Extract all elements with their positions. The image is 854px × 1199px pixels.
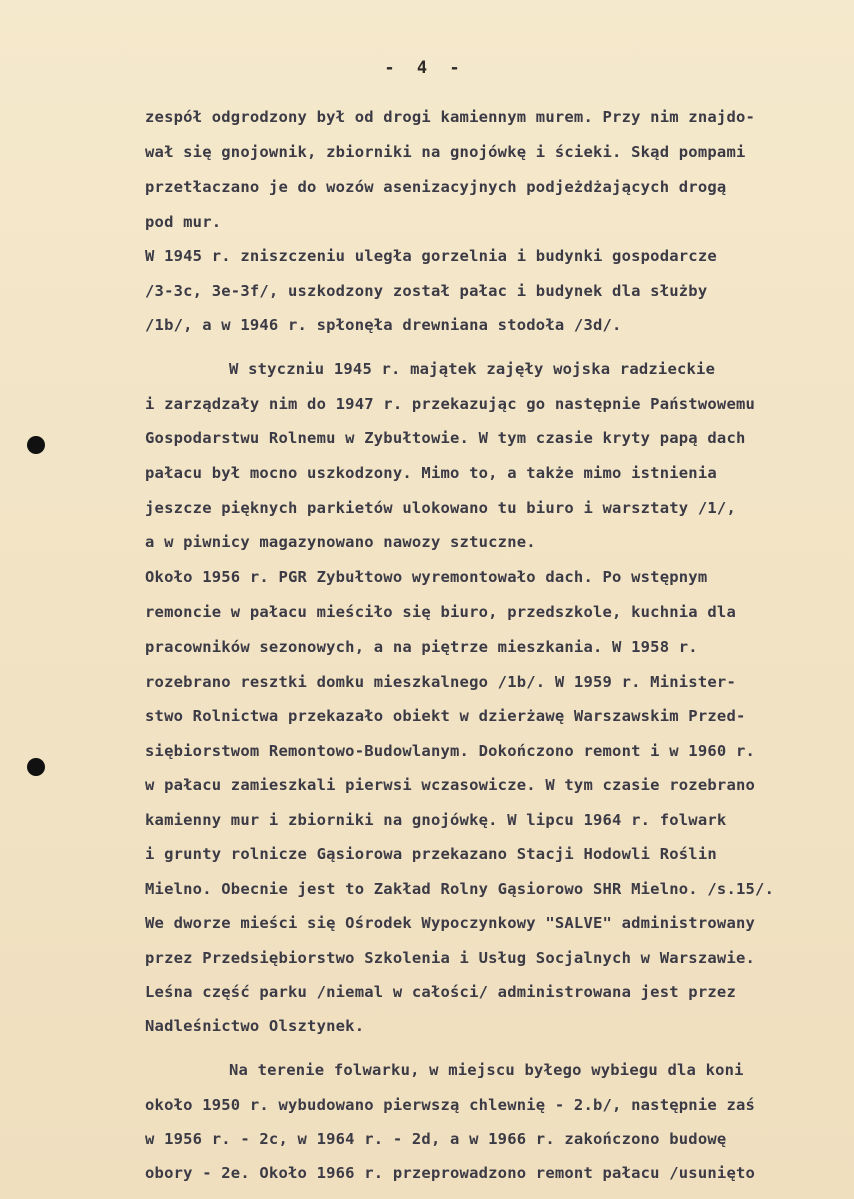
page-number: - 4 -	[384, 58, 466, 78]
binder-hole	[27, 436, 45, 454]
text-line: w 1956 r. - 2c, w 1964 r. - 2d, a w 1966 r. zakończono budowę	[145, 1130, 727, 1148]
text-line: kamienny mur i zbiorniki na gnojówkę. W lipcu 1964 r. folwark	[145, 811, 727, 829]
text-line: Około 1956 r. PGR Zybułtowo wyremontowało dach. Po wstępnym	[145, 568, 708, 586]
text-line: Leśna część parku /niemal w całości/ administrowana jest przez	[145, 983, 736, 1001]
text-line: W 1945 r. zniszczeniu uległa gorzelnia i budynki gospodarcze	[145, 247, 717, 265]
text-line: siębiorstwom Remontowo-Budowlanym. Dokończono remont i w 1960 r.	[145, 742, 756, 760]
text-line: Na terenie folwarku, w miejscu byłego wybiegu dla koni	[229, 1061, 744, 1079]
text-line: i zarządzały nim do 1947 r. przekazując go następnie Państwowemu	[145, 395, 756, 413]
text-line: a w piwnicy magazynowano nawozy sztuczne.	[145, 533, 536, 551]
text-line: jeszcze pięknych parkietów ulokowano tu biuro i warsztaty /1/,	[145, 499, 736, 517]
binder-hole	[27, 758, 45, 776]
text-line: przez Przedsiębiorstwo Szkolenia i Usług Socjalnych w Warszawie.	[145, 949, 756, 967]
text-line: We dworze mieści się Ośrodek Wypoczynkowy "SALVE" administrowany	[145, 914, 756, 932]
text-line: /1b/, a w 1946 r. spłonęła drewniana stodoła /3d/.	[145, 316, 622, 334]
text-line: Mielno. Obecnie jest to Zakład Rolny Gąsiorowo SHR Mielno. /s.15/.	[145, 880, 775, 898]
text-line: pod mur.	[145, 213, 222, 231]
text-line: w pałacu zamieszkali pierwsi wczasowicze. W tym czasie rozebrano	[145, 776, 756, 794]
text-line: i grunty rolnicze Gąsiorowa przekazano Stacji Hodowli Roślin	[145, 845, 717, 863]
text-line: przetłaczano je do wozów asenizacyjnych podjeżdżających drogą	[145, 178, 727, 196]
text-line: pracowników sezonowych, a na piętrze mieszkania. W 1958 r.	[145, 638, 698, 656]
text-line: rozebrano resztki domku mieszkalnego /1b/. W 1959 r. Minister-	[145, 673, 736, 691]
text-line: W styczniu 1945 r. majątek zajęły wojska radzieckie	[229, 360, 716, 378]
text-line: wał się gnojownik, zbiorniki na gnojówkę i ścieki. Skąd pompami	[145, 143, 746, 161]
text-line: około 1950 r. wybudowano pierwszą chlewnię - 2.b/, następnie zaś	[145, 1096, 756, 1114]
text-line: obory - 2e. Około 1966 r. przeprowadzono remont pałacu /usunięto	[145, 1164, 756, 1182]
text-line: zespół odgrodzony był od drogi kamiennym murem. Przy nim znajdo-	[145, 108, 756, 126]
text-line: Nadleśnictwo Olsztynek.	[145, 1017, 365, 1035]
text-line: pałacu był mocno uszkodzony. Mimo to, a także mimo istnienia	[145, 464, 717, 482]
text-line: /3-3c, 3e-3f/, uszkodzony został pałac i budynek dla służby	[145, 282, 708, 300]
text-line: Gospodarstwu Rolnemu w Zybułtowie. W tym czasie kryty papą dach	[145, 429, 746, 447]
text-line: remoncie w pałacu mieściło się biuro, przedszkole, kuchnia dla	[145, 603, 736, 621]
text-line: stwo Rolnictwa przekazało obiekt w dzierżawę Warszawskim Przed-	[145, 707, 746, 725]
